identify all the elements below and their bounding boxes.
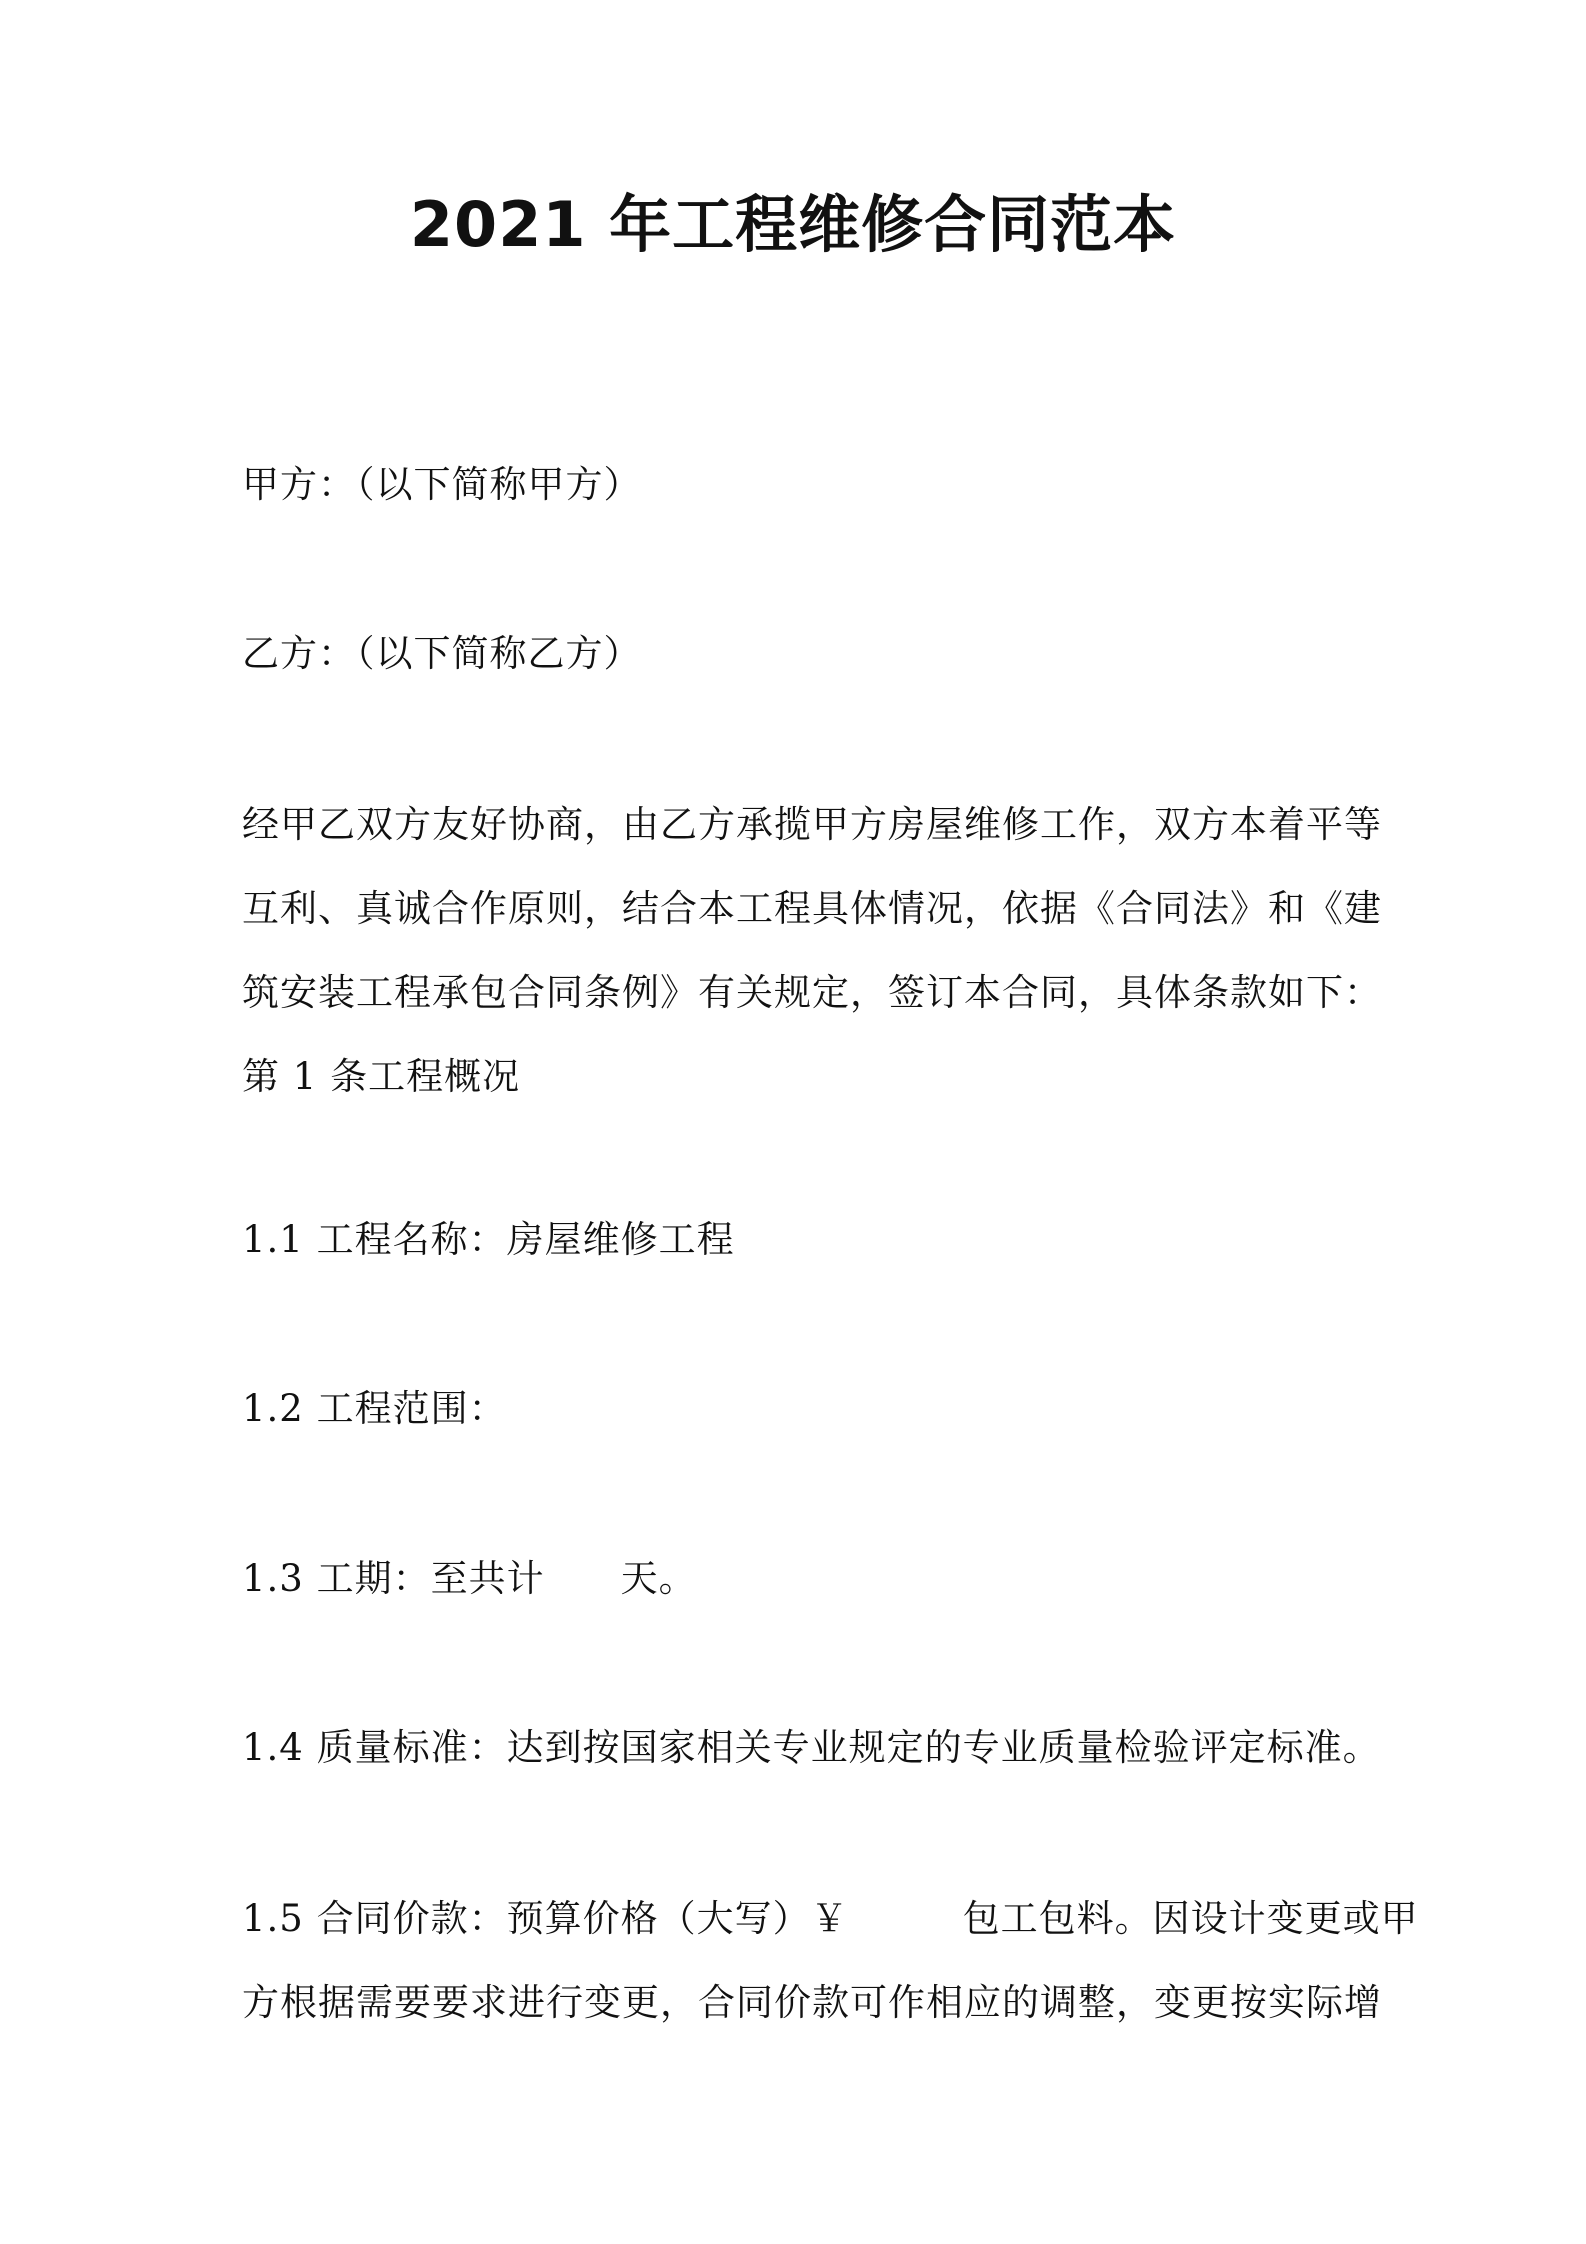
- clause-1-5: [242, 1877, 1419, 2045]
- clause-1-2: 1.2 工程范围：: [242, 1387, 507, 1430]
- intro-line-1: 经甲乙双方友好协商，由乙方承揽甲方房屋维修工作，双方本着平等: [242, 803, 1382, 846]
- clause-1-4: 1.4 质量标准：达到按国家相关专业规定的专业质量检验评定标准。: [242, 1726, 1381, 1769]
- clause-1-1: 1.1 工程名称：房屋维修工程: [242, 1218, 735, 1261]
- clause-1-3: 1.3 工期：至共计 天。: [242, 1557, 697, 1600]
- section-1-heading: 第 1 条工程概况: [242, 1055, 521, 1098]
- clause-1-5-line-2: 方根据需要要求进行变更，合同价款可作相应的调整，变更按实际增: [242, 1981, 1382, 2024]
- clause-1-5-line-1: 1.5 合同价款：预算价格（大写）￥ 包工包料。因设计变更或甲: [242, 1897, 1419, 1940]
- document-title: 2021 年工程维修合同范本: [409, 188, 1177, 261]
- intro-paragraph: [242, 783, 1382, 1119]
- party-a-line: 甲方：（以下简称甲方）: [242, 463, 642, 506]
- party-b-line: 乙方：（以下简称乙方）: [242, 632, 642, 675]
- intro-line-2: 互利、真诚合作原则，结合本工程具体情况，依据《合同法》和《建: [242, 887, 1382, 930]
- intro-line-3: 筑安装工程承包合同条例》有关规定，签订本合同，具体条款如下：: [242, 971, 1382, 1014]
